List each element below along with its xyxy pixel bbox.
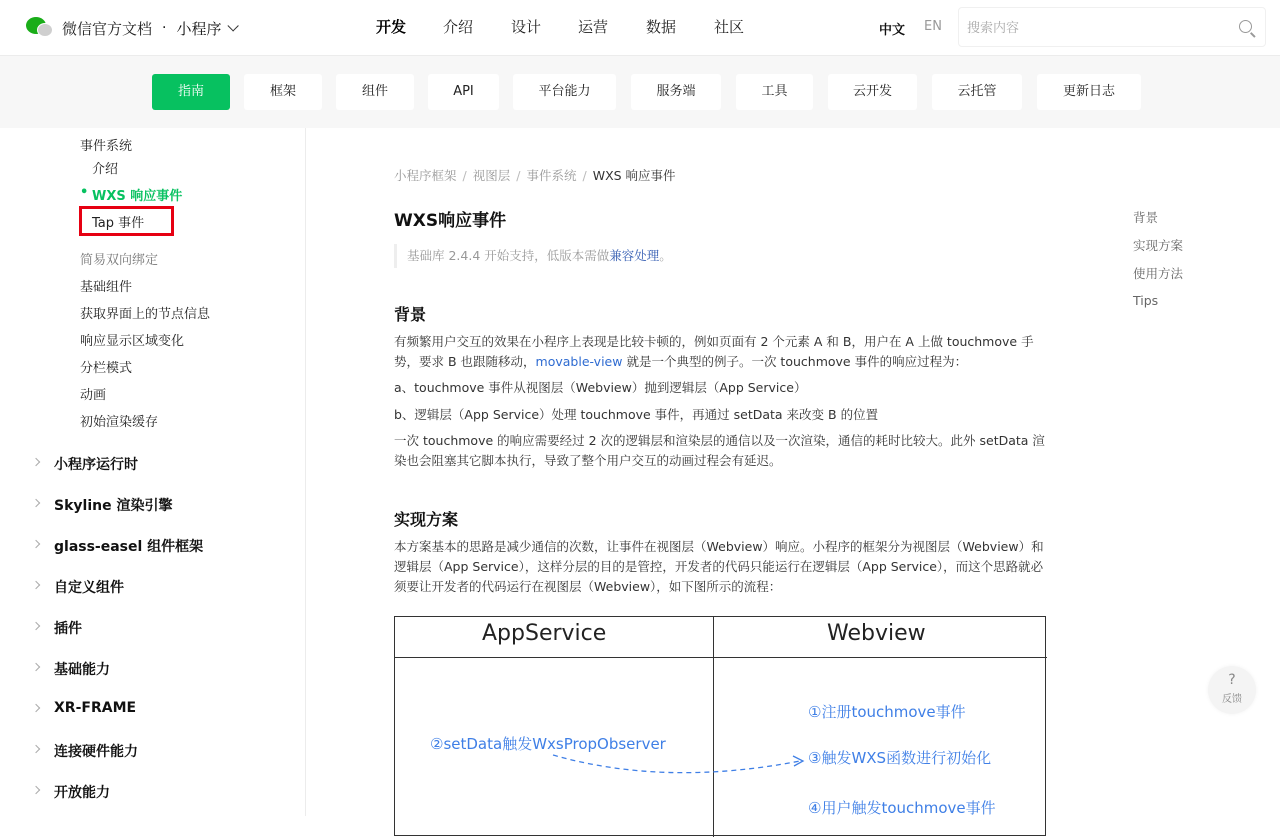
note-text: 基础库 2.4.4 开始支持，低版本需做 (407, 248, 610, 263)
diagram-divider (713, 617, 714, 837)
sidebar-item-intro[interactable]: 介绍 (92, 162, 119, 177)
nav-data[interactable]: 数据 (646, 18, 677, 36)
sidebar-item-event-system[interactable]: 事件系统 (80, 139, 133, 154)
diagram-step-2: ②setData触发WxsPropObserver (430, 735, 666, 753)
tab-api[interactable]: API (428, 74, 499, 110)
sidebar-item-resize[interactable]: 响应显示区域变化 (80, 334, 185, 349)
sub-nav (0, 56, 1280, 128)
chevron-right-icon (32, 540, 40, 548)
tab-changelog[interactable]: 更新日志 (1037, 74, 1141, 110)
toc-usage[interactable]: 使用方法 (1133, 266, 1184, 281)
movable-view-link[interactable]: movable-view (535, 354, 623, 369)
paragraph: 本方案基本的思路是减少通信的次数，让事件在视图层（Webview）响应。小程序的框架分为视图层（Webview）和逻辑层（App Service），这样分层的目的是管控，开发者的代码只能运行在逻辑层（App Service），而这个思路就必须要让开发者的代码运行在视图层（Webview），如下图所示的流程： (394, 539, 1044, 594)
tab-framework[interactable]: 框架 (244, 74, 322, 110)
sidebar-section-glass-easel[interactable]: glass-easel 组件框架 (54, 539, 204, 555)
lang-en[interactable]: EN (924, 19, 942, 34)
sidebar-item-tap-event[interactable]: Tap 事件 (92, 216, 145, 231)
chevron-right-icon (32, 581, 40, 589)
tab-components[interactable]: 组件 (336, 74, 414, 110)
diagram-heading-appservice: AppService (482, 621, 607, 646)
compat-link[interactable]: 兼容处理 (609, 248, 660, 263)
sidebar-item-initial-render-cache[interactable]: 初始渲染缓存 (80, 415, 159, 430)
lang-zh[interactable]: 中文 (879, 23, 906, 38)
sidebar-section-skyline[interactable]: Skyline 渲染引擎 (54, 498, 173, 514)
feedback-label: 反馈 (1222, 694, 1242, 705)
diagram-step-1: ①注册touchmove事件 (808, 703, 966, 721)
sidebar (0, 128, 306, 816)
chevron-right-icon (32, 704, 40, 712)
chevron-down-icon (228, 20, 239, 31)
toc-solution[interactable]: 实现方案 (1133, 238, 1184, 253)
diagram-step-3: ③触发WXS函数进行初始化 (808, 749, 992, 767)
toc-tips[interactable]: Tips (1133, 293, 1159, 308)
sidebar-section-custom-components[interactable]: 自定义组件 (54, 580, 124, 596)
paragraph (394, 332, 1046, 372)
feedback-button[interactable] (1208, 666, 1256, 714)
paragraph: a、touchmove 事件从视图层（Webview）抛到逻辑层（App Service） (394, 380, 807, 395)
note-suffix: 。 (659, 248, 672, 263)
page-title: WXS响应事件 (394, 211, 507, 231)
chevron-right-icon (32, 745, 40, 753)
tab-platform[interactable]: 平台能力 (513, 74, 616, 110)
chevron-right-icon (32, 458, 40, 466)
nav-design[interactable]: 设计 (511, 18, 542, 36)
tab-server[interactable]: 服务端 (631, 74, 721, 110)
nav-intro[interactable]: 介绍 (443, 18, 474, 36)
chevron-right-icon (32, 499, 40, 507)
sidebar-section-open-abilities[interactable]: 开放能力 (54, 785, 110, 801)
breadcrumb: 小程序框架 / 视图层 / 事件系统 / WXS 响应事件 (394, 168, 676, 183)
brand-name: 微信官方文档 (62, 19, 153, 38)
flow-diagram (394, 616, 1046, 836)
brand-dot: · (162, 20, 167, 36)
nav-develop[interactable]: 开发 (376, 18, 407, 36)
sidebar-section-basic-abilities[interactable]: 基础能力 (54, 662, 110, 678)
sidebar-item-wxs-event[interactable]: • WXS 响应事件 (92, 185, 182, 204)
tab-cloud-dev[interactable]: 云开发 (828, 74, 917, 110)
sidebar-item-node-info[interactable]: 获取界面上的节点信息 (80, 307, 211, 322)
search-icon[interactable] (1239, 20, 1252, 33)
breadcrumb-item[interactable]: 视图层 (472, 168, 511, 183)
paragraph: 一次 touchmove 的响应需要经过 2 次的逻辑层和渲染层的通信以及一次渲染，通信的耗时比较大。此外 setData 渲染也会阻塞其它脚本执行，导致了整个用户交互的动画过程会有延迟。 (394, 433, 1045, 468)
top-bar (0, 0, 1280, 56)
toc-background[interactable]: 背景 (1133, 210, 1159, 225)
sidebar-item-two-way-binding[interactable]: 简易双向绑定 (80, 253, 159, 268)
product-selector[interactable] (176, 18, 235, 39)
search-box (958, 7, 1266, 47)
sidebar-item-animation[interactable]: 动画 (80, 388, 107, 403)
breadcrumb-current: WXS 响应事件 (592, 168, 676, 183)
sidebar-section-xr-frame[interactable]: XR-FRAME (54, 700, 137, 716)
product-name: 小程序 (176, 19, 222, 38)
heading-solution: 实现方案 (394, 510, 459, 529)
paragraph-text: 就是一个典型的例子。一次 touchmove 事件的响应过程为： (622, 354, 968, 369)
search-input[interactable] (967, 16, 1227, 40)
main-nav (376, 0, 754, 56)
nav-operation[interactable]: 运营 (578, 18, 609, 36)
question-icon: ? (1228, 672, 1236, 688)
dashed-arrow (545, 747, 815, 777)
diagram-heading-webview: Webview (827, 621, 926, 646)
sidebar-section-plugins[interactable]: 插件 (54, 621, 82, 637)
sidebar-section-hardware[interactable]: 连接硬件能力 (54, 744, 138, 760)
heading-background: 背景 (394, 305, 427, 324)
sidebar-section-runtime[interactable]: 小程序运行时 (54, 457, 138, 473)
wechat-logo-icon (26, 15, 56, 41)
chevron-right-icon (32, 786, 40, 794)
diagram-step-4: ④用户触发touchmove事件 (808, 799, 996, 817)
paragraph-text: 有频繁用户交互的效果在小程序上表现是比较卡顿的，例如页面有 2 个元素 A 和 B，用户在 A 上做 touchmove 手势，要求 B 也跟随移动， (394, 334, 1034, 369)
breadcrumb-item[interactable]: 小程序框架 (394, 168, 457, 183)
nav-community[interactable]: 社区 (714, 18, 745, 36)
paragraph: b、逻辑层（App Service）处理 touchmove 事件，再通过 setData 来改变 B 的位置 (394, 407, 879, 422)
chevron-right-icon (32, 622, 40, 630)
tab-tools[interactable]: 工具 (736, 74, 813, 110)
breadcrumb-item[interactable]: 事件系统 (526, 168, 577, 183)
brand-link[interactable] (26, 14, 235, 42)
chevron-right-icon (32, 663, 40, 671)
diagram-divider (395, 657, 1047, 658)
tab-guide[interactable]: 指南 (152, 74, 230, 110)
tab-cloud-host[interactable]: 云托管 (932, 74, 1022, 110)
sidebar-item-split-mode[interactable]: 分栏模式 (80, 361, 133, 376)
highlight-box (79, 206, 174, 236)
sidebar-item-basic-components[interactable]: 基础组件 (80, 280, 133, 295)
version-note (394, 244, 1046, 268)
